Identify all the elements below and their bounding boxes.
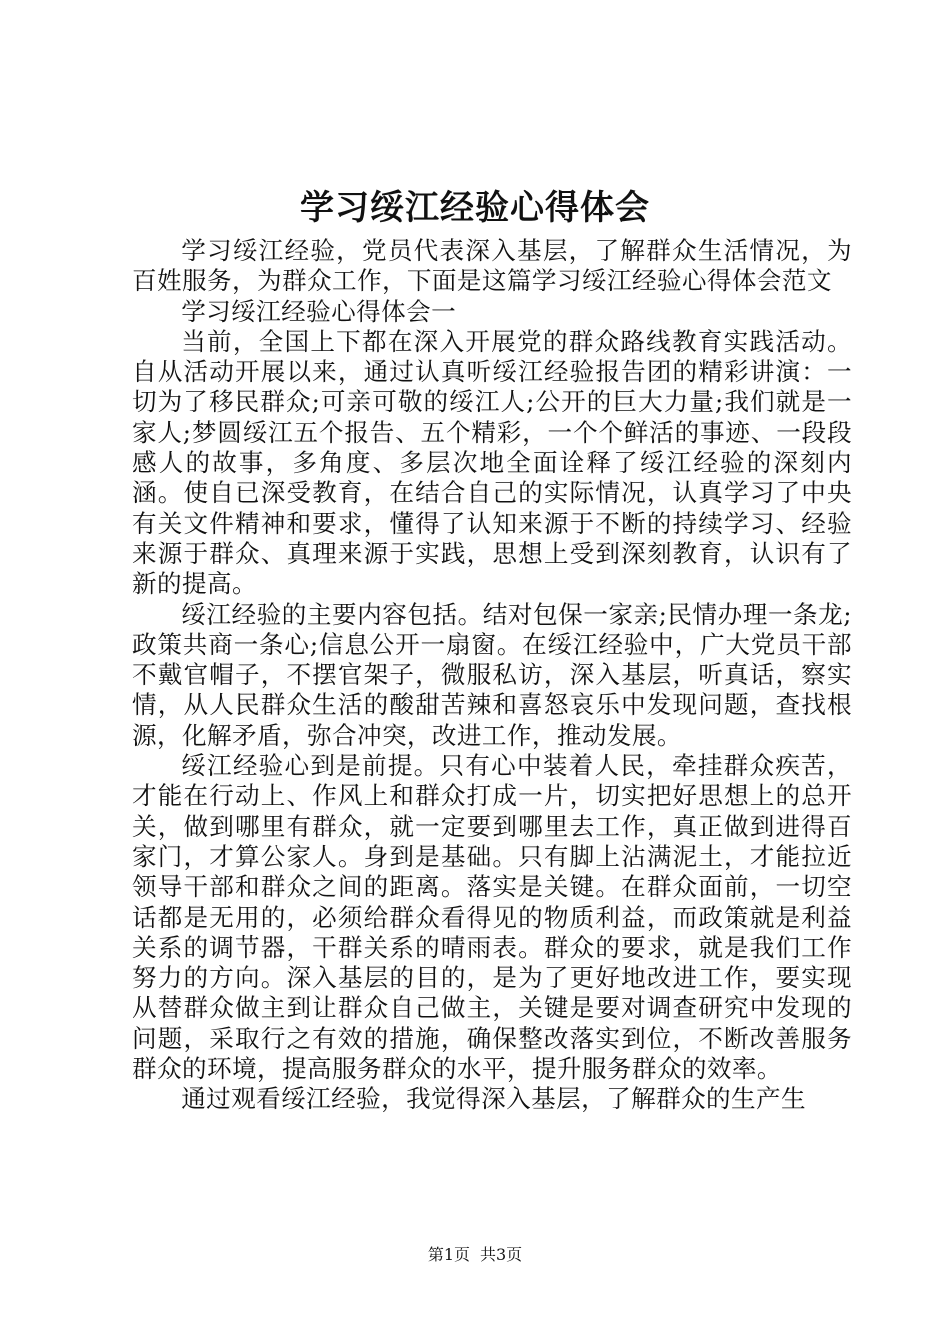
paragraph: 绥江经验心到是前提。只有心中装着人民，牵挂群众疾苦，才能在行动上、作风上和群众打成一片，切实把好思想上的总开关，做到哪里有群众，就一定要到哪里去工作，真正做到进得百家门，才算公家人。身到是基础。只有脚上沾满泥土，才能拉近领导干部和群众之间的距离。落实是关键。在群众面前，一切空话都是无用的，必须给群众看得见的物质利益，而政策就是利益关系的调节器，干群关系的晴雨表。群众的要求，就是我们工作努力的方向。深入基层的目的，是为了更好地改进工作，要实现从替群众做主到让群众自己做主，关键是要对调查研究中发现的问题，采取行之有效的措施，确保整改落实到位，不断改善服务群众的环境，提高服务群众的水平，提升服务群众的效率。 bbox=[132, 751, 852, 1084]
paragraph: 当前，全国上下都在深入开展党的群众路线教育实践活动。自从活动开展以来，通过认真听绥江经验报告团的精彩讲演：一切为了移民群众;可亲可敬的绥江人;公开的巨大力量;我们就是一家人;梦圆绥江五个报告、五个精彩，一个个鲜活的事迹、一段段感人的故事，多角度、多层次地全面诠释了绥江经验的深刻内涵。使自已深受教育，在结合自己的实际情况，认真学习了中央有关文件精神和要求，懂得了认知来源于不断的持续学习、经验来源于群众、真理来源于实践，思想上受到深刻教育，认识有了新的提高。 bbox=[132, 326, 852, 599]
page-number: 第1页 bbox=[427, 1245, 470, 1264]
page-footer bbox=[0, 1243, 950, 1267]
paragraph-intro: 学习绥江经验，党员代表深入基层，了解群众生活情况，为百姓服务，为群众工作，下面是这篇学习绥江经验心得体会范文 bbox=[132, 236, 852, 296]
paragraph: 通过观看绥江经验，我觉得深入基层，了解群众的生产生 bbox=[181, 1084, 807, 1114]
page-total: 共3页 bbox=[480, 1245, 523, 1264]
section-heading: 学习绥江经验心得体会一 bbox=[181, 296, 457, 326]
document-title: 学习绥江经验心得体会 bbox=[300, 188, 650, 228]
document-body bbox=[132, 236, 852, 1115]
paragraph: 绥江经验的主要内容包括。结对包保一家亲;民情办理一条龙;政策共商一条心;信息公开一扇窗。在绥江经验中，广大党员干部不戴官帽子，不摆官架子，微服私访，深入基层，听真话，察实情，从人民群众生活的酸甜苦辣和喜怒哀乐中发现问题，查找根源，化解矛盾，弥合冲突，改进工作，推动发展。 bbox=[132, 599, 852, 750]
